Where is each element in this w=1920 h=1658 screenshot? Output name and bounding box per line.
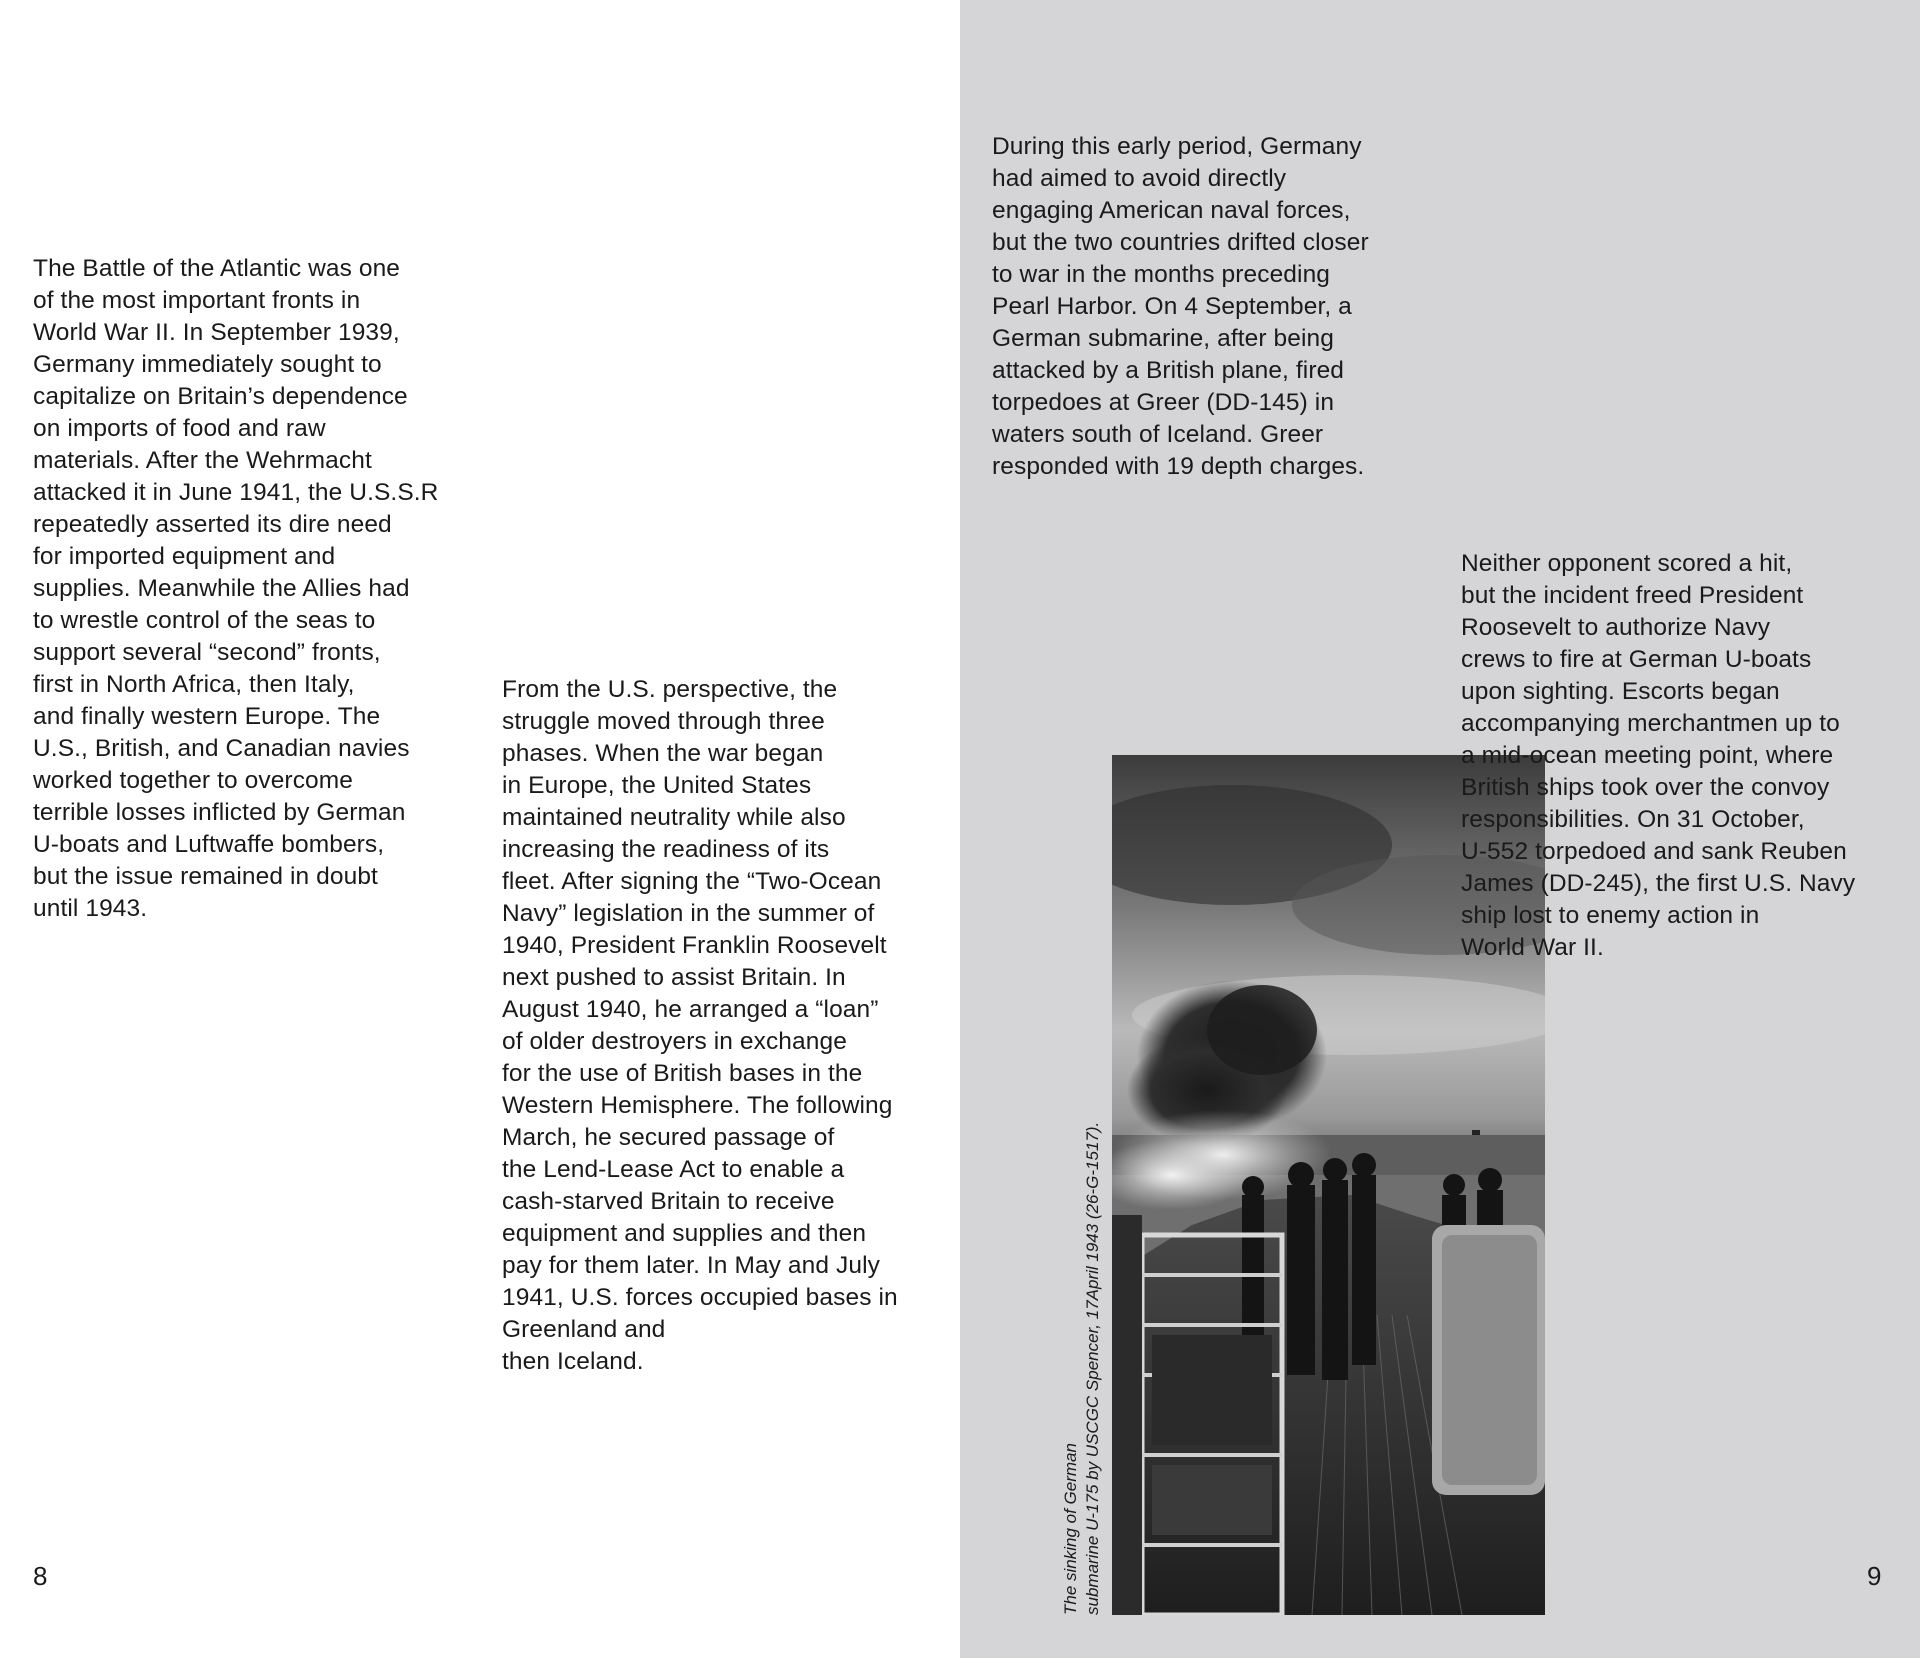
paragraph-early-period: During this early period, Germany had aimed to avoid directly engaging American naval forces, but the two countries drifted closer to war in the months preceding Pearl Harbor. On 4 September, a German submarine, after being attacked by a British plane, fired torpedoes at Greer (DD-145) in waters south of Iceland. Greer responded with 19 depth charges.: [992, 133, 1369, 480]
photo-caption: The sinking of German submarine U-175 by USCGC Spencer, 17April 1943 (26-G-1517).: [1061, 1121, 1102, 1615]
paragraph-us-perspective: From the U.S. perspective, the struggle moved through three phases. When the war began in Europe, the United States maintained neutrality while also increasing the readiness of its fleet. After signing the “Two-Ocean Navy” legislation in the summer of 1940, President Franklin Roosevelt next pushed to assist Britain. In August 1940, he arranged a “loan” of older destroyers in exchange for the use of British bases in the Western Hemisphere. The following March, he secured passage of the Lend-Lease Act to enable a cash-starved Britain to receive equipment and supplies and then pay for them later. In May and July 1941, U.S. forces occupied bases in Greenland and then Iceland.: [502, 676, 898, 1375]
paragraph-neither-opponent: Neither opponent scored a hit, but the incident freed President Roosevelt to authorize Navy crews to fire at German U-boats upon sighting. Escorts began accompanying merchantmen up to a mid-ocean meeting point, where British ships took over the convoy responsibilities. On 31 October, U-552 torpedoed and sank Reuben James (DD-245), the first U.S. Navy ship lost to enemy action in World War II.: [1461, 550, 1856, 961]
page-number-left: 8: [33, 1561, 48, 1591]
page-number-right: 9: [1867, 1561, 1882, 1591]
paragraph-battle-of-atlantic: The Battle of the Atlantic was one of the most important fronts in World War II. In September 1939, Germany immediately sought to capitalize on Britain’s dependence on imports of food and raw materials. After the Wehrmacht attacked it in June 1941, the U.S.S.R repeatedly asserted its dire need for imported equipment and supplies. Meanwhile the Allies had to wrestle control of the seas to support several “second” fronts, first in North Africa, then Italy, and finally western Europe. The U.S., British, and Canadian navies worked together to overcome terrible losses inflicted by German U-boats and Luftwaffe bombers, but the issue remained in doubt until 1943.: [33, 255, 439, 922]
